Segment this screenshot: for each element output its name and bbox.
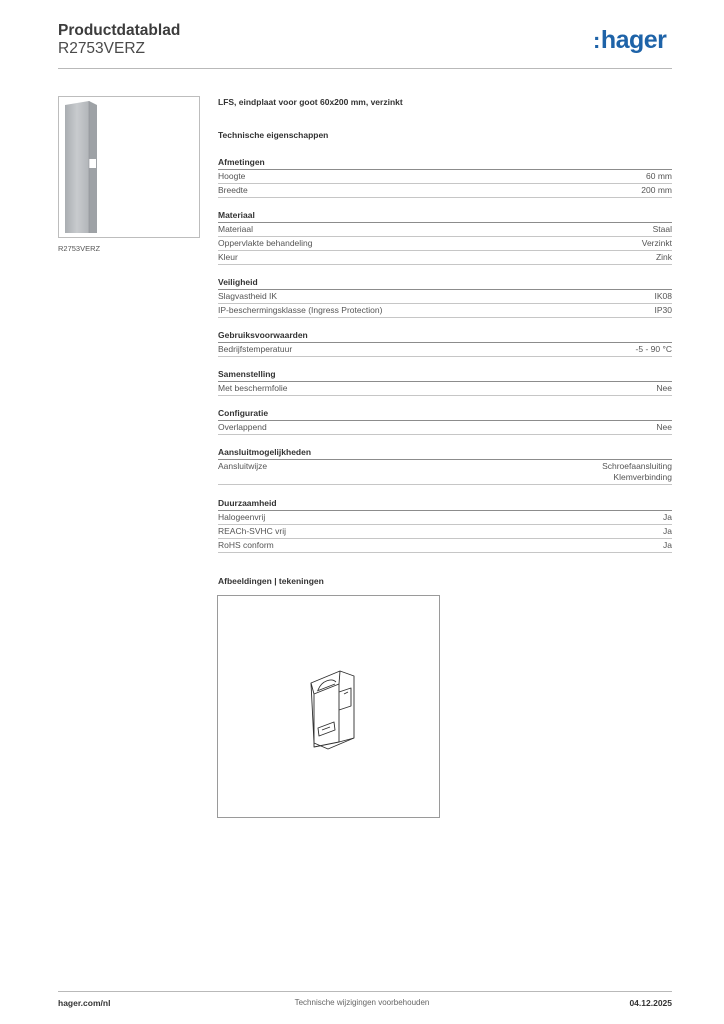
spec-row	[218, 251, 672, 265]
spec-value-multi	[602, 461, 672, 483]
section-title: Afmetingen	[218, 156, 672, 170]
product-thumbnail	[58, 96, 200, 238]
spec-label: IP-beschermingsklasse (Ingress Protection)	[218, 305, 383, 315]
spec-label: Halogeenvrij	[218, 512, 266, 522]
section-title: Materiaal	[218, 209, 672, 223]
section-title: Veiligheid	[218, 276, 672, 290]
spec-label: Materiaal	[218, 224, 253, 234]
spec-row	[218, 290, 672, 304]
spec-value: Schroefaansluiting	[602, 461, 672, 471]
spec-value: 200 mm	[641, 185, 672, 195]
spec-row	[218, 382, 672, 396]
spec-value: Nee	[656, 383, 672, 393]
section-title: Duurzaamheid	[218, 497, 672, 511]
spec-row	[218, 460, 672, 485]
spec-label: Slagvastheid IK	[218, 291, 278, 301]
section-title: Configuratie	[218, 407, 672, 421]
spec-row	[218, 539, 672, 553]
technical-properties-heading: Technische eigenschappen	[218, 130, 329, 140]
spec-section-connection-options	[218, 446, 672, 485]
spec-section-configuration	[218, 407, 672, 435]
spec-value: Ja	[663, 540, 672, 550]
spec-label: Met beschermfolie	[218, 383, 288, 393]
spec-value: -5 - 90 °C	[635, 344, 672, 354]
thumbnail-caption: R2753VERZ	[58, 244, 101, 253]
footer-notice: Technische wijzigingen voorbehouden	[294, 998, 430, 1007]
spec-value: Staal	[652, 224, 672, 234]
spec-row	[218, 421, 672, 435]
header-divider	[58, 68, 672, 69]
spec-row	[218, 170, 672, 184]
product-code: R2753VERZ	[58, 40, 146, 57]
spec-row	[218, 343, 672, 357]
document-date: 04.12.2025	[629, 998, 672, 1008]
spec-row	[218, 511, 672, 525]
spec-value: IP30	[654, 305, 672, 315]
spec-label: Breedte	[218, 185, 248, 195]
document-title: Productdatablad	[58, 22, 181, 39]
spec-row	[218, 223, 672, 237]
spec-section-composition	[218, 368, 672, 396]
spec-label: Oppervlakte behandeling	[218, 238, 313, 248]
spec-label: Kleur	[218, 252, 238, 262]
logo-text: hager	[600, 26, 667, 54]
spec-label: Overlappend	[218, 422, 267, 432]
spec-label: RoHS conform	[218, 540, 274, 550]
images-drawings-heading: Afbeeldingen | tekeningen	[218, 576, 324, 586]
spec-table	[218, 156, 672, 553]
spec-label: Aansluitwijze	[218, 461, 268, 471]
spec-row	[218, 525, 672, 539]
spec-section-dimensions	[218, 156, 672, 198]
spec-section-safety	[218, 276, 672, 318]
spec-label: Hoogte	[218, 171, 246, 181]
spec-value: Verzinkt	[641, 238, 672, 248]
technical-drawing	[217, 595, 440, 818]
spec-row	[218, 304, 672, 318]
spec-value: 60 mm	[646, 171, 672, 181]
spec-value: Klemverbinding	[613, 472, 672, 482]
spec-label: REACh-SVHC vrij	[218, 526, 287, 536]
spec-value: Ja	[663, 512, 672, 522]
footer-divider	[58, 991, 672, 992]
section-title: Samenstelling	[218, 368, 672, 382]
product-description: LFS, eindplaat voor goot 60x200 mm, verzinkt	[218, 97, 403, 107]
spec-label: Bedrijfstemperatuur	[218, 344, 293, 354]
section-title: Aansluitmogelijkheden	[218, 446, 672, 460]
product-photo	[59, 97, 199, 237]
spec-row	[218, 237, 672, 251]
spec-value: Nee	[656, 422, 672, 432]
section-title: Gebruiksvoorwaarden	[218, 329, 672, 343]
spec-value: IK08	[654, 291, 672, 301]
spec-section-material	[218, 209, 672, 265]
website-link[interactable]: hager.com/nl	[58, 998, 111, 1008]
end-plate-drawing	[218, 596, 439, 817]
spec-value: Zink	[655, 252, 672, 262]
spec-row	[218, 184, 672, 198]
spec-section-sustainability	[218, 497, 672, 553]
spec-section-operating-conditions	[218, 329, 672, 357]
hager-logo[interactable]: :hager	[593, 26, 667, 54]
spec-value: Ja	[663, 526, 672, 536]
